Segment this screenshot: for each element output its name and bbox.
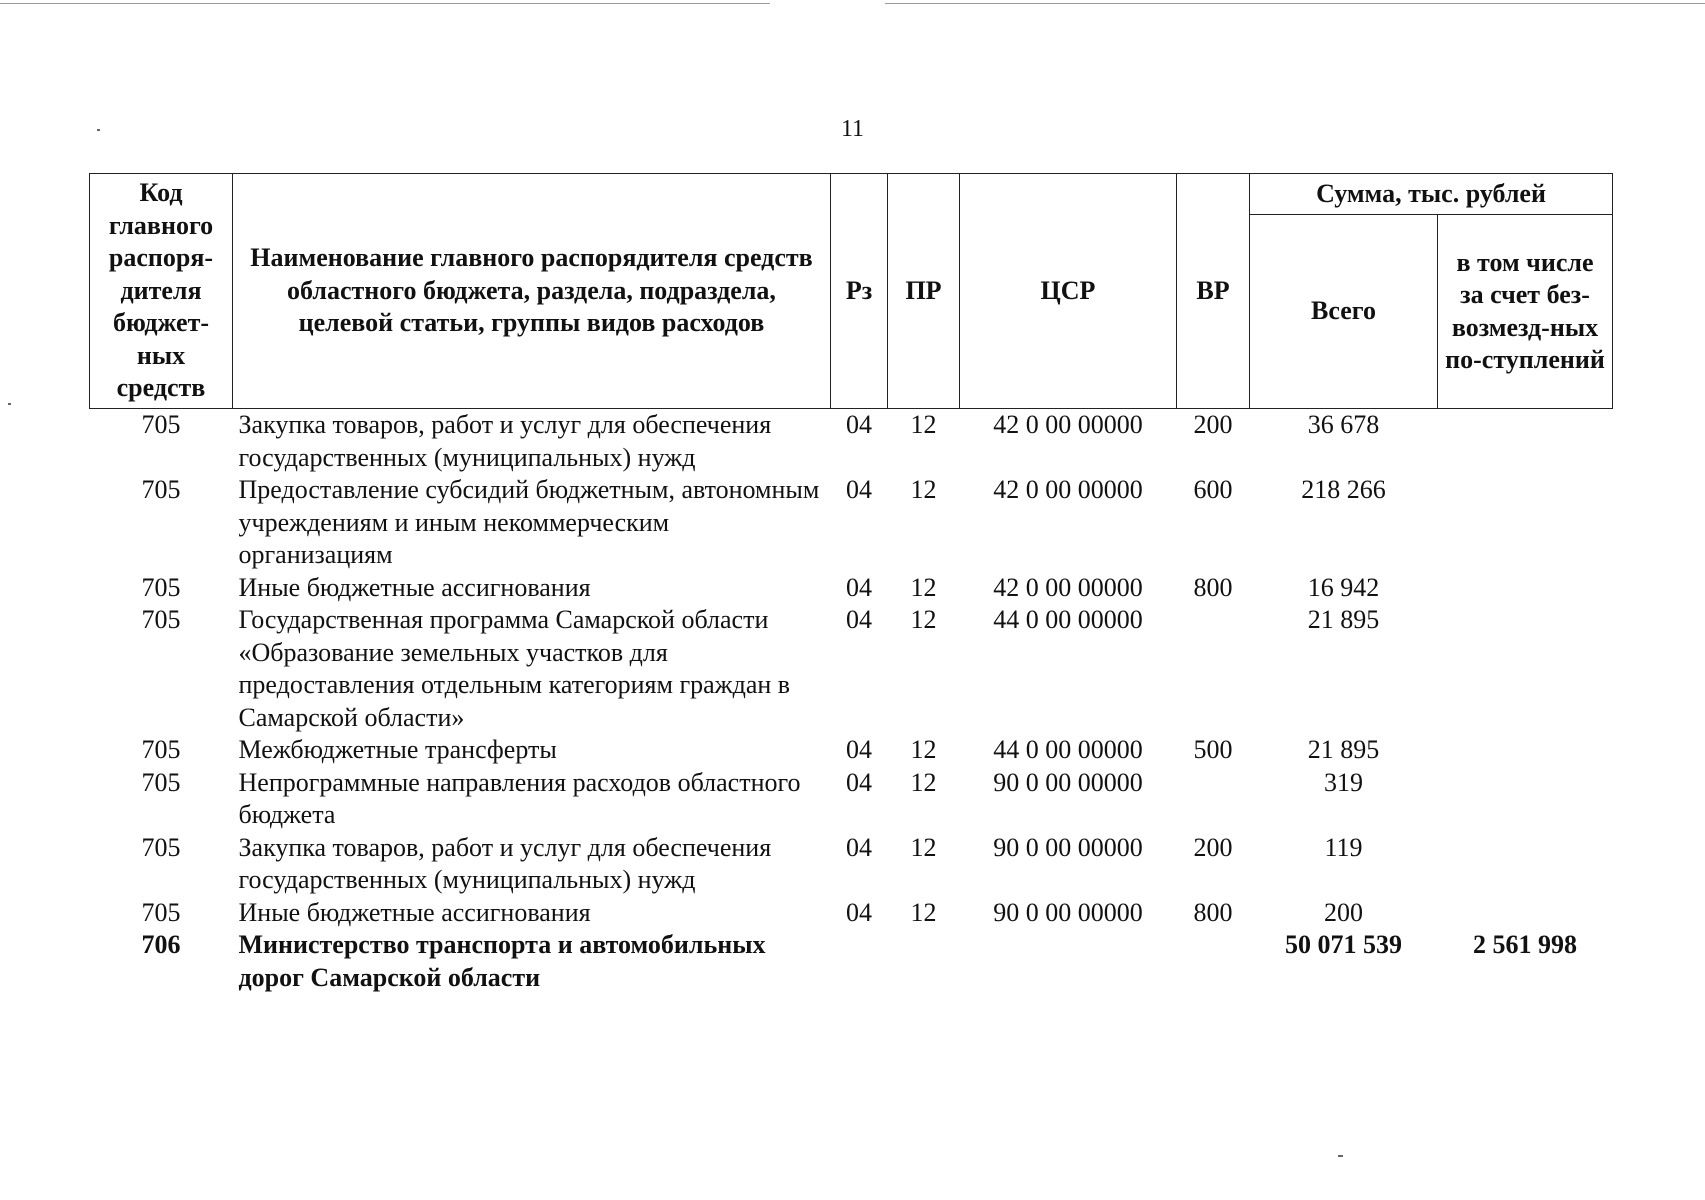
row-vr: 800 xyxy=(1193,572,1233,602)
table-header xyxy=(90,174,1613,409)
row-name: Государственная программа Самарской области «Образование земельных участков для предоставления отдельным категориям граждан в Самарской области» xyxy=(238,605,791,732)
table-row xyxy=(90,767,1613,832)
row-code: 705 xyxy=(141,475,181,504)
header-name: Наименование главного распорядителя средств областного бюджета, раздела, подраздела, целевой статьи, группы видов расходов xyxy=(233,174,831,409)
scan-speck xyxy=(8,403,11,405)
row-vr: 500 xyxy=(1193,735,1233,764)
table-body xyxy=(90,409,1613,995)
row-vr xyxy=(1177,767,1250,832)
row-extra xyxy=(1438,734,1613,767)
row-extra xyxy=(1438,897,1613,930)
row-total: 21 895 xyxy=(1307,605,1380,634)
row-csr: 90 0 00 00000 xyxy=(993,897,1143,927)
row-total: 16 942 xyxy=(1307,572,1380,602)
row-pr: 12 xyxy=(910,475,937,504)
row-rz: 04 xyxy=(846,832,872,862)
table-row xyxy=(90,897,1613,930)
table-row xyxy=(90,832,1613,897)
row-csr: 44 0 00 00000 xyxy=(993,735,1143,764)
row-total: 200 xyxy=(1324,897,1363,927)
row-name: Межбюджетные трансферты xyxy=(238,735,557,764)
row-extra xyxy=(1438,572,1613,605)
row-code: 705 xyxy=(141,767,181,797)
row-name: Министерство транспорта и автомобильных дорог Самарской области xyxy=(238,930,766,992)
scan-edge-line-right xyxy=(885,3,1705,4)
row-code: 705 xyxy=(141,832,181,862)
header-rz: Рз xyxy=(831,174,888,409)
budget-table xyxy=(89,173,1613,994)
row-code: 705 xyxy=(141,735,181,764)
row-rz: 04 xyxy=(846,897,872,927)
row-vr xyxy=(1177,604,1250,734)
row-rz: 04 xyxy=(846,572,872,602)
row-rz: 04 xyxy=(846,475,872,504)
row-pr: 12 xyxy=(910,572,937,602)
row-total: 119 xyxy=(1324,832,1363,862)
row-total: 218 266 xyxy=(1301,475,1386,504)
header-sum: Сумма, тыс. рублей xyxy=(1250,174,1613,215)
scan-speck xyxy=(1338,1155,1343,1157)
row-name: Закупка товаров, работ и услуг для обеспечения государственных (муниципальных) нужд xyxy=(238,832,772,894)
row-pr: 12 xyxy=(910,832,937,862)
row-vr: 800 xyxy=(1193,897,1233,927)
table-row xyxy=(90,572,1613,605)
row-extra xyxy=(1438,474,1613,572)
row-csr xyxy=(960,929,1177,994)
header-pr: ПР xyxy=(888,174,960,409)
row-pr: 12 xyxy=(910,897,937,927)
table-row xyxy=(90,929,1613,994)
row-csr: 42 0 00 00000 xyxy=(993,475,1143,504)
row-csr: 44 0 00 00000 xyxy=(993,605,1143,634)
header-code: Код главного распоря-дителя бюджет-ных средств xyxy=(90,174,233,409)
row-rz: 04 xyxy=(846,605,872,634)
header-csr: ЦСР xyxy=(960,174,1177,409)
row-csr: 90 0 00 00000 xyxy=(993,767,1143,797)
row-rz xyxy=(831,929,888,994)
row-vr: 200 xyxy=(1193,410,1233,439)
row-extra xyxy=(1438,604,1613,734)
page-number: 11 xyxy=(840,116,865,142)
row-pr: 12 xyxy=(910,410,937,439)
row-vr: 600 xyxy=(1193,475,1233,504)
row-name: Предоставление субсидий бюджетным, автономным учреждениям и иным некоммерческим организациям xyxy=(238,475,820,569)
scan-edge-line-left xyxy=(0,3,770,4)
row-total: 319 xyxy=(1324,767,1363,797)
row-extra xyxy=(1438,767,1613,832)
table-row xyxy=(90,409,1613,475)
row-name: Закупка товаров, работ и услуг для обеспечения государственных (муниципальных) нужд xyxy=(238,410,772,472)
row-pr: 12 xyxy=(910,767,937,797)
row-total: 21 895 xyxy=(1307,735,1380,764)
row-extra xyxy=(1438,832,1613,897)
row-csr: 90 0 00 00000 xyxy=(993,832,1143,862)
row-code: 705 xyxy=(141,572,181,602)
row-total: 36 678 xyxy=(1307,410,1380,439)
row-name: Иные бюджетные ассигнования xyxy=(238,572,591,602)
row-name: Иные бюджетные ассигнования xyxy=(238,897,591,927)
row-rz: 04 xyxy=(846,735,872,764)
row-total: 50 071 539 xyxy=(1285,930,1402,959)
row-code: 705 xyxy=(141,410,181,439)
row-pr: 12 xyxy=(910,735,937,764)
row-vr xyxy=(1177,929,1250,994)
table-row xyxy=(90,604,1613,734)
header-extra: в том числе за счет без-возмезд-ных по-ступлений xyxy=(1438,215,1613,409)
row-name: Непрограммные направления расходов областного бюджета xyxy=(238,767,801,829)
row-csr: 42 0 00 00000 xyxy=(993,572,1143,602)
row-vr: 200 xyxy=(1193,832,1233,862)
scan-speck xyxy=(97,129,100,131)
row-rz: 04 xyxy=(846,767,872,797)
row-pr: 12 xyxy=(910,605,937,634)
row-code: 705 xyxy=(141,605,181,634)
row-extra: 2 561 998 xyxy=(1473,930,1577,959)
header-vr: ВР xyxy=(1177,174,1250,409)
table-row xyxy=(90,734,1613,767)
row-csr: 42 0 00 00000 xyxy=(993,410,1143,439)
row-rz: 04 xyxy=(846,410,872,439)
row-extra xyxy=(1438,409,1613,475)
row-code: 705 xyxy=(141,897,181,927)
row-code: 706 xyxy=(141,930,181,959)
row-pr xyxy=(888,929,960,994)
table-row xyxy=(90,474,1613,572)
header-total: Всего xyxy=(1250,215,1438,409)
